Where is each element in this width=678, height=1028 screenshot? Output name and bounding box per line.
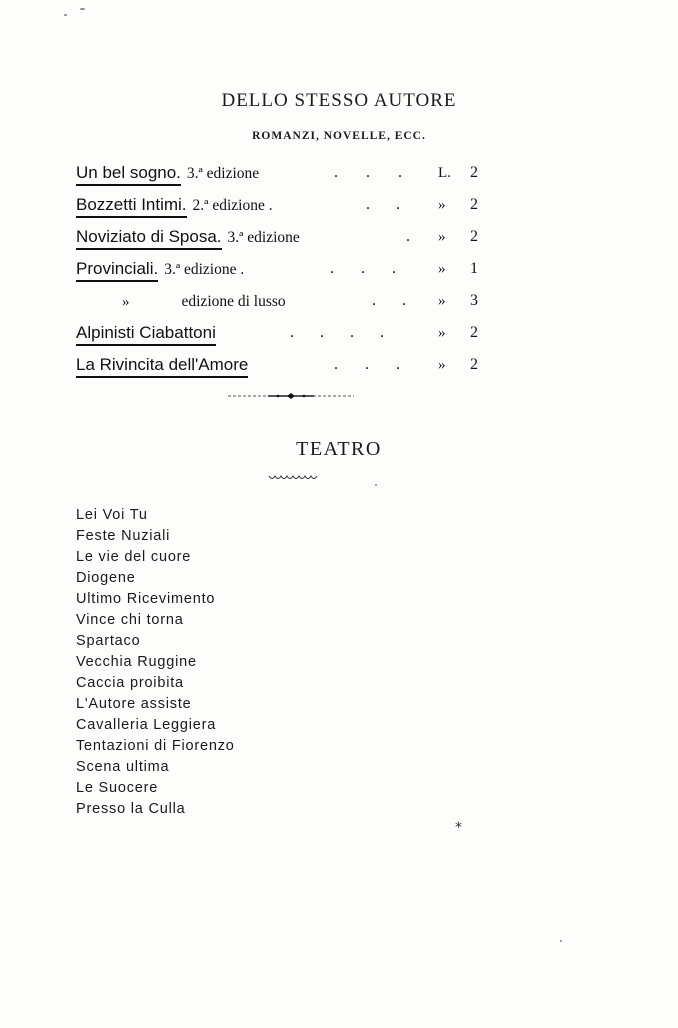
separator-ornament-icon (228, 391, 354, 401)
book-price: 2 (470, 164, 478, 181)
book-entry (76, 320, 496, 352)
leader-dots: . (406, 228, 438, 245)
ditto-marker: » (438, 261, 446, 277)
ditto-marker: » (438, 325, 446, 341)
book-entry (76, 192, 496, 224)
book-edition: 3.ª edizione (227, 229, 300, 246)
list-item: Scena ultima (76, 759, 170, 775)
book-title: Bozzetti Intimi. (76, 195, 187, 218)
ditto-marker: » (438, 197, 446, 213)
book-entry (76, 160, 496, 192)
book-entry (76, 288, 496, 320)
book-entry (76, 256, 496, 288)
scan-speck (375, 484, 377, 486)
book-title: Un bel sogno. (76, 163, 181, 186)
book-price: 1 (470, 260, 478, 277)
book-title: La Rivincita dell'Amore (76, 355, 248, 378)
list-item: Le vie del cuore (76, 549, 192, 565)
currency-marker: L. (438, 165, 451, 181)
leader-dots: .... (290, 324, 410, 341)
list-item: Vecchia Ruggine (76, 654, 197, 670)
book-price: 2 (470, 356, 478, 373)
scan-speck (64, 14, 67, 16)
list-item: Caccia proibita (76, 675, 184, 691)
leader-dots: .. (366, 196, 426, 213)
list-item: Vince chi torna (76, 612, 184, 628)
book-title: Provinciali. (76, 259, 158, 282)
ditto-title: » (122, 294, 130, 310)
book-price: 2 (470, 228, 478, 245)
book-title: Alpinisti Ciabattoni (76, 323, 216, 346)
book-edition: 3.ª edizione (186, 165, 260, 182)
book-entry (76, 224, 496, 256)
page-heading: DELLO STESSO AUTORE (221, 90, 457, 111)
book-price: 3 (470, 292, 478, 309)
list-item: Presso la Culla (76, 801, 186, 817)
ditto-marker: » (438, 293, 446, 309)
scan-speck (560, 940, 562, 942)
book-title: Noviziato di Sposa. (76, 227, 222, 250)
book-entry (76, 352, 496, 384)
list-item: Tentazioni di Fiorenzo (76, 738, 235, 754)
list-item: Lei Voi Tu (76, 507, 148, 523)
leader-dots: ... (334, 356, 427, 373)
wave-ornament-icon (268, 473, 318, 483)
ditto-marker: » (438, 357, 446, 373)
list-item: L'Autore assiste (76, 696, 192, 712)
book-price: 2 (470, 324, 478, 341)
book-list (76, 160, 496, 384)
ditto-marker: » (438, 229, 446, 245)
list-item: Diogene (76, 570, 136, 586)
theatre-heading: TEATRO (296, 438, 382, 460)
asterisk-mark: * (455, 820, 462, 836)
play-list (76, 505, 235, 820)
list-item: Feste Nuziali (76, 528, 171, 544)
list-item: Cavalleria Leggiera (76, 717, 217, 733)
scan-speck (80, 8, 85, 10)
book-price: 2 (470, 196, 478, 213)
leader-dots: .. (372, 292, 432, 309)
list-item: Le Suocere (76, 780, 159, 796)
book-edition: 2.ª edizione . (192, 197, 273, 214)
page-subheading: ROMANZI, NOVELLE, ECC. (252, 130, 426, 142)
book-edition: edizione di lusso (181, 293, 286, 310)
leader-dots: ... (334, 164, 430, 181)
book-edition: 3.ª edizione . (164, 261, 245, 278)
leader-dots: ... (330, 260, 423, 277)
list-item: Spartaco (76, 633, 141, 649)
list-item: Ultimo Ricevimento (76, 591, 216, 607)
